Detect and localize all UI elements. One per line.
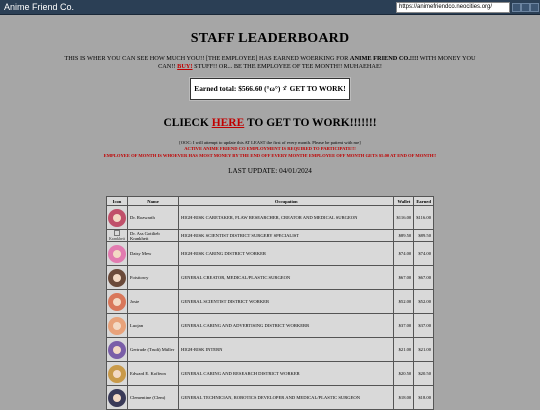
wallet-cell: $89.50 xyxy=(394,230,414,242)
earned-cell: $20.50 xyxy=(414,362,434,386)
clock-suffix: TO GET TO WORK!!!!!!! xyxy=(244,117,377,129)
icon-cell xyxy=(107,266,128,290)
table-row xyxy=(107,290,434,314)
earned-cell: $89.50 xyxy=(414,230,434,242)
occupation-cell: GENERAL CARING AND ADVERTISING DISTRICT WORKERR xyxy=(179,314,394,338)
table-row xyxy=(107,386,434,410)
maximize-icon[interactable] xyxy=(521,3,530,12)
buy-link[interactable]: BUY! xyxy=(177,63,193,70)
avatar-icon xyxy=(108,209,126,227)
employee-of-month-note: EMPLOYEE OF MONTH IS WHOEVER HAS MOST MONEY BY THE END OFF EVERY MONTH! EMPLOYEE OFF MONTH GETS $5.00 AT END OF MONTH!! xyxy=(103,152,437,158)
occupation-cell: GENERAL CREATOR, MEDICAL/PLASTIC SURGEON xyxy=(179,266,394,290)
intro-part-1: THIS IS WHER YOU CAN SEE HOW MUCH YOU!! [THE EMPLOYEE] HAS EARNED WOERKING FOR xyxy=(64,55,350,62)
table-row xyxy=(107,266,434,290)
header-icon: Icon xyxy=(107,197,128,206)
name-cell: Dr. Ass Gottlieb Krankheit xyxy=(128,230,179,242)
icon-cell xyxy=(107,290,128,314)
icon-cell xyxy=(107,386,128,410)
leaderboard-table xyxy=(106,196,434,410)
table-row xyxy=(107,338,434,362)
table-row xyxy=(107,206,434,230)
minimize-icon[interactable] xyxy=(512,3,521,12)
last-update: LAST UPDATE: 04/01/2024 xyxy=(228,167,312,175)
occupation-cell: HIGH-RISK SCIENTIST DISTRICT SURGERY SPECIALIST xyxy=(179,230,394,242)
name-cell: Gertrude (Trudi) Müller xyxy=(128,338,179,362)
intro-part-3: STUFF!! OR... BE THE EMPLOYEE OF TEE MONTH!! MUHAEHAE! xyxy=(192,63,382,70)
intro-text xyxy=(60,55,480,71)
url-bar[interactable]: https://animefriendco.neocities.org/ xyxy=(396,2,510,13)
leaderboard-body xyxy=(107,206,434,410)
occupation-cell: GENERAL SCIENTIST DISTRICT WORKER xyxy=(179,290,394,314)
header-wallet: Wallet xyxy=(394,197,414,206)
wallet-cell: $20.50 xyxy=(394,362,414,386)
wallet-cell: $67.00 xyxy=(394,266,414,290)
earned-cell: $74.00 xyxy=(414,242,434,266)
wallet-cell: $18.00 xyxy=(394,386,414,410)
header-earned: Earned xyxy=(414,197,434,206)
earned-cell: $52.00 xyxy=(414,290,434,314)
wallet-cell: $74.00 xyxy=(394,242,414,266)
clock-in-heading xyxy=(0,117,540,129)
earned-cell: $116.00 xyxy=(414,206,434,230)
table-row xyxy=(107,230,434,242)
name-cell: Dr. Rozwarth xyxy=(128,206,179,230)
close-icon[interactable] xyxy=(530,3,539,12)
avatar-icon xyxy=(108,341,126,359)
icon-cell xyxy=(107,206,128,230)
broken-image-icon: Krankheit xyxy=(107,230,127,241)
wallet-cell: $52.00 xyxy=(394,290,414,314)
avatar-icon xyxy=(108,293,126,311)
avatar-icon xyxy=(108,269,126,287)
name-cell: Luojan xyxy=(128,314,179,338)
intro-part-2: WITH MONEY YOU CAN!! xyxy=(158,55,476,70)
table-row xyxy=(107,362,434,386)
icon-cell xyxy=(107,362,128,386)
icon-cell xyxy=(107,338,128,362)
table-row xyxy=(107,242,434,266)
earned-cell: $67.00 xyxy=(414,266,434,290)
avatar-icon xyxy=(108,245,126,263)
here-link[interactable]: HERE xyxy=(211,117,245,129)
app-title: Anime Friend Co. xyxy=(4,2,75,12)
ooc-note: [OOC: I will attempt to update this AT LEAST the first of every month. Please be patient with me] xyxy=(179,140,361,145)
employment-note: ACTIVE ANIME FRIEND CO EMPLOYMENT IS REQUIRED TO PARTICIPATE!!! xyxy=(184,146,356,152)
header-name: Name xyxy=(128,197,179,206)
name-cell: Edward E. Koffeon xyxy=(128,362,179,386)
occupation-cell: HIGH-RISK INTERN xyxy=(179,338,394,362)
table-row xyxy=(107,314,434,338)
icon-cell xyxy=(107,314,128,338)
earned-total-box: Earned total: $566.60 (°ω°)ゞ GET TO WORK! xyxy=(190,78,350,100)
clock-prefix: CLIECK xyxy=(163,117,212,129)
wallet-cell: $37.00 xyxy=(394,314,414,338)
earned-cell: $21.00 xyxy=(414,338,434,362)
notes-block xyxy=(40,140,500,159)
earned-cell: $18.00 xyxy=(414,386,434,410)
occupation-cell: HIGH-RISK CARETAKER, FLAW RESEARCHER, CREATOR AND MEDICAL SURGEON xyxy=(179,206,394,230)
occupation-cell: GENERAL TECHNICIAN, ROBOTICS DEVELOPER AND MEDICAL/PLASTIC SURGEON xyxy=(179,386,394,410)
wallet-cell: $116.00 xyxy=(394,206,414,230)
avatar-icon xyxy=(108,389,126,407)
avatar-icon xyxy=(108,365,126,383)
header-occupation: Occupation xyxy=(179,197,394,206)
name-cell: Clementine (Clem) xyxy=(128,386,179,410)
earned-cell: $37.00 xyxy=(414,314,434,338)
occupation-cell: HIGH-RISK CARING DISTRICT WORKER xyxy=(179,242,394,266)
browser-titlebar xyxy=(0,0,540,15)
intro-company: ANIME FRIEND CO.!!!! xyxy=(349,55,419,62)
page-title: STAFF LEADERBOARD xyxy=(190,31,350,46)
wallet-cell: $21.00 xyxy=(394,338,414,362)
name-cell: Foisttowy xyxy=(128,266,179,290)
icon-cell xyxy=(107,230,128,242)
table-header-row xyxy=(107,197,434,206)
occupation-cell: GENERAL CARING AND RESEARCH DISTRICT WORKER xyxy=(179,362,394,386)
name-cell: Josie xyxy=(128,290,179,314)
icon-cell xyxy=(107,242,128,266)
name-cell: Daisy Mew xyxy=(128,242,179,266)
avatar-icon xyxy=(108,317,126,335)
